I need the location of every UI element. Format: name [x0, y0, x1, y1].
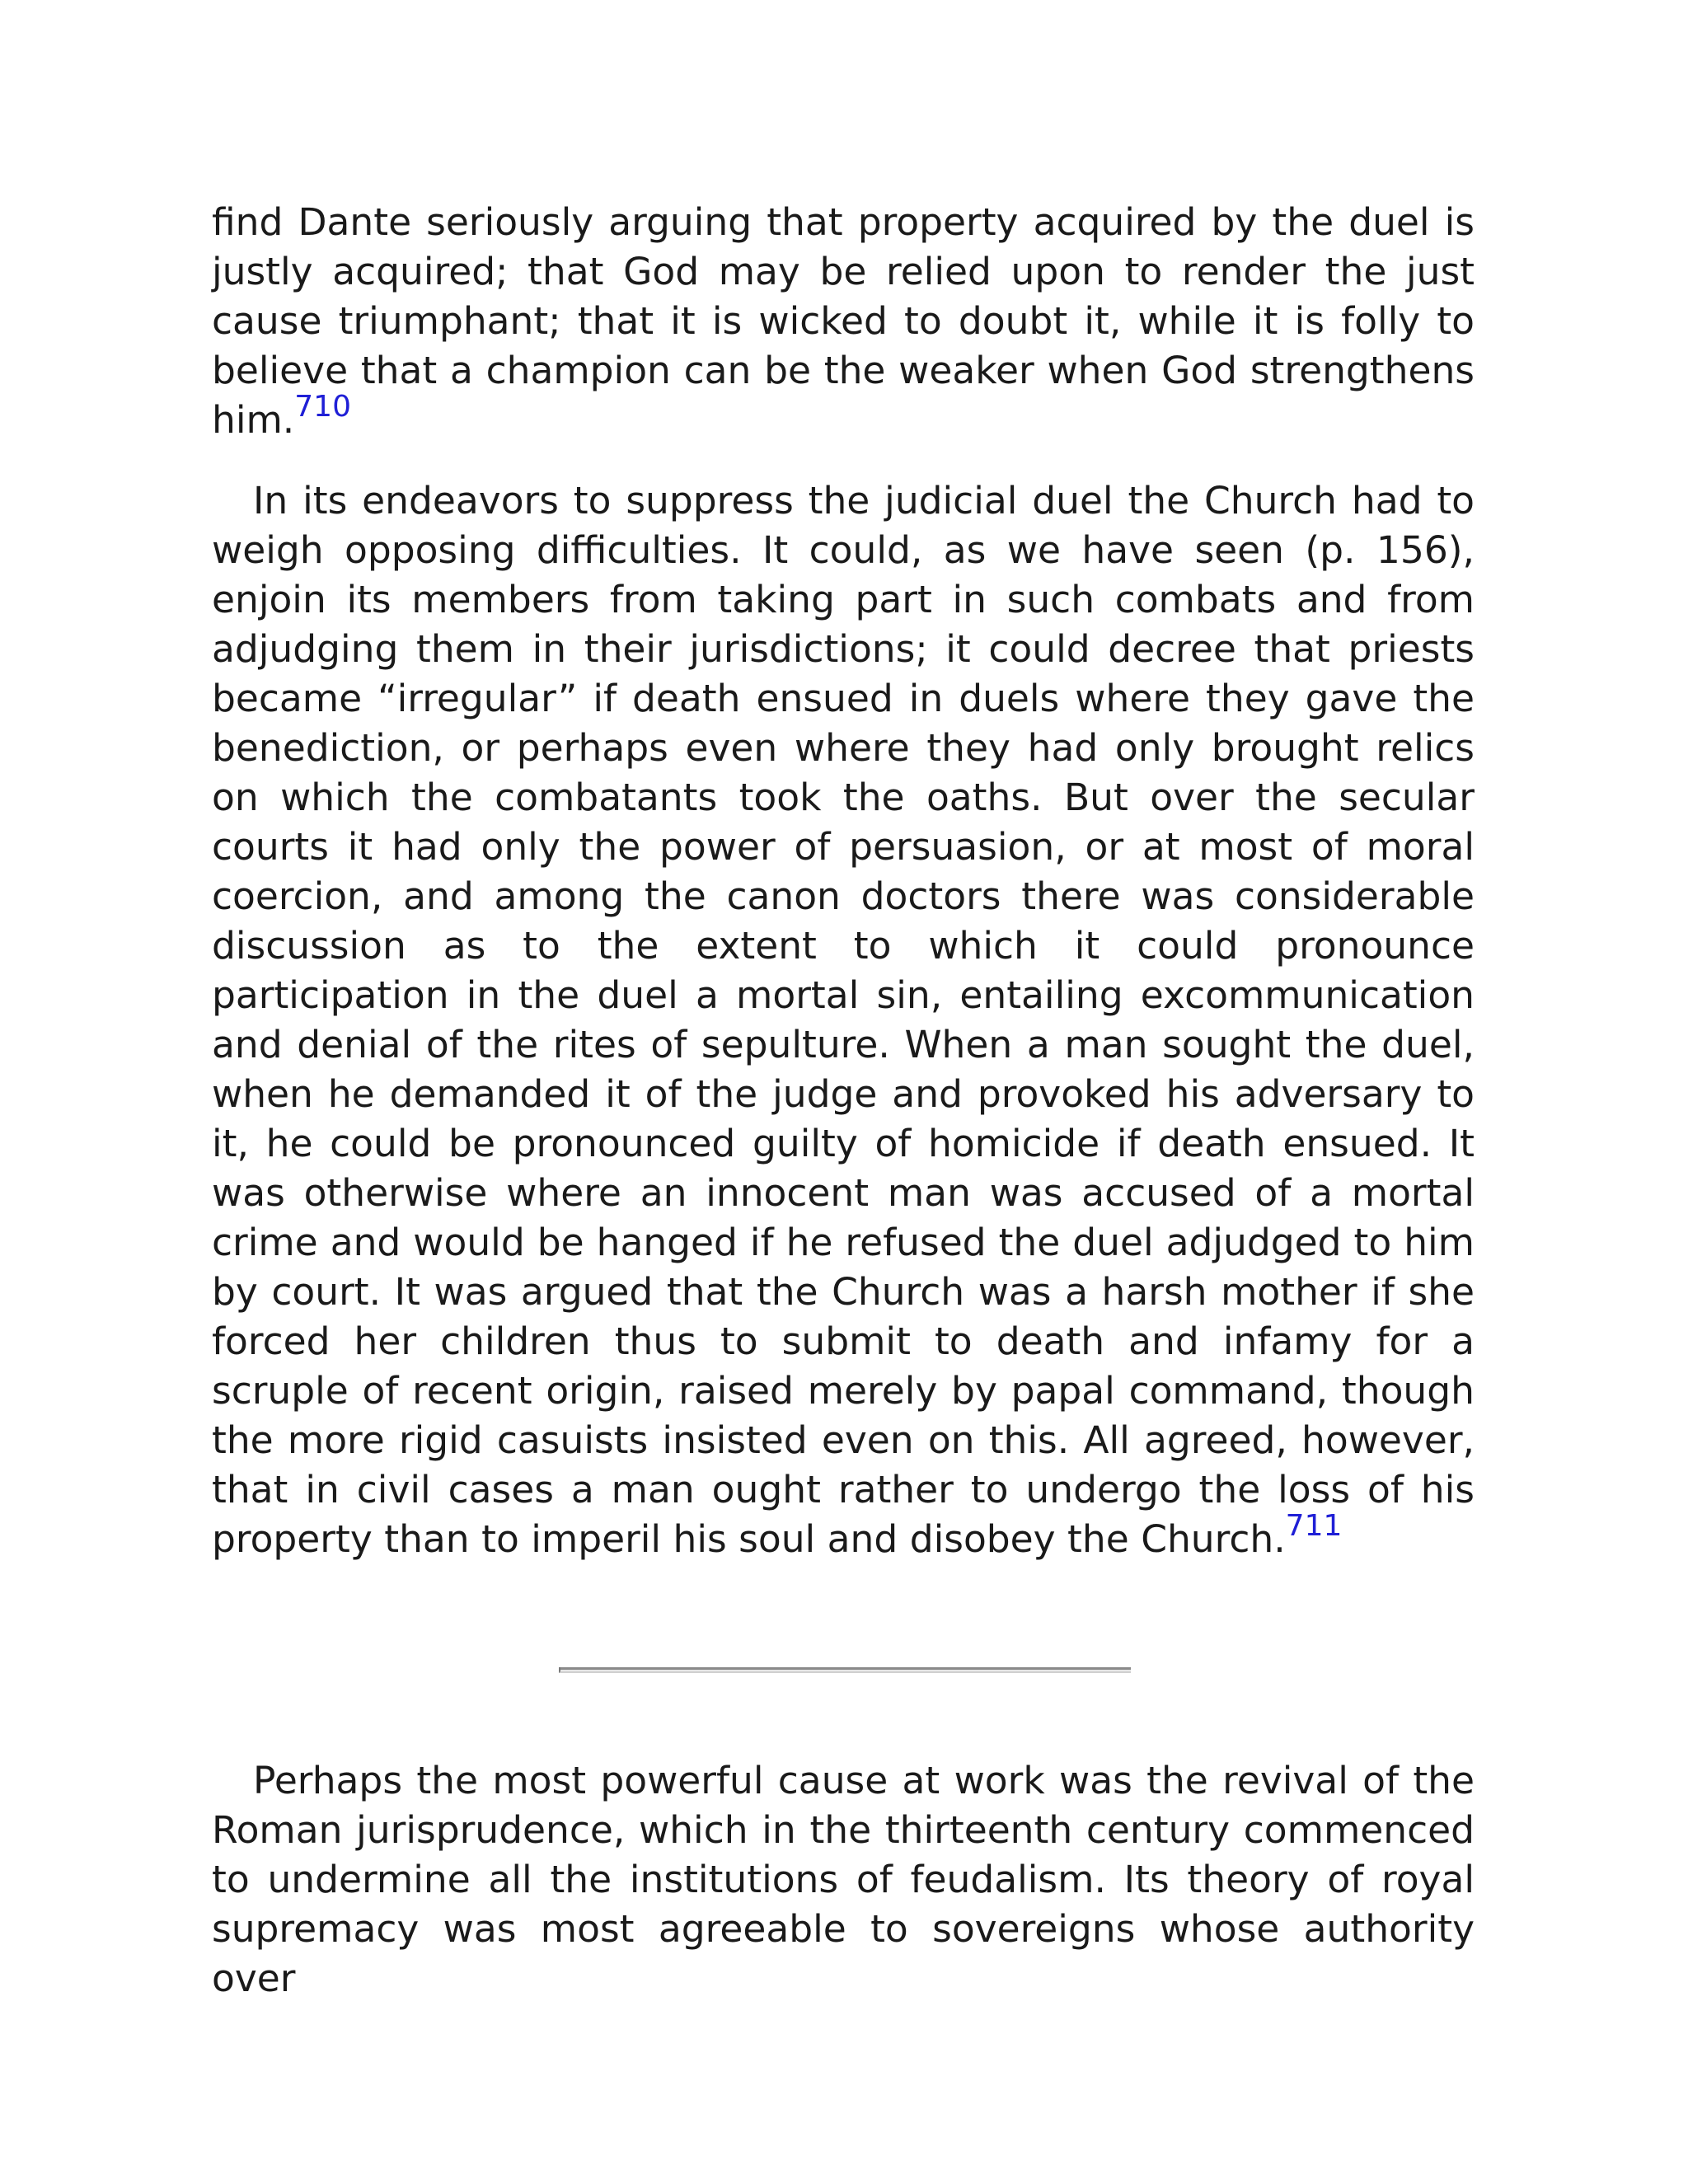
page-text-block — [212, 198, 1475, 1564]
footnote-link-710[interactable]: 710 — [294, 390, 351, 424]
paragraph-church-text: In its endeavors to suppress the judicial duel the Church had to weigh opposing difficulties. It could, as we have seen (p. 156), enjoin its members from taking part in such combats and from adjudging them in their jurisdictions; it could decree that priests became “irregular” if death ensued in duels where they gave the benediction, or perhaps even where they had only brought relics on which the combatants took the oaths. But over the secular courts it had only the power of persuasion, or at most of moral coercion, and among the canon doctors there was considerable discussion as to the extent to which it could pronounce participation in the duel a mortal sin, entailing excommunication and denial of the rites of sepulture. When a man sought the duel, when he demanded it of the judge and provoked his adversary to it, he could be pronounced guilty of homicide if death ensued. It was otherwise where an innocent man was accused of a mortal crime and would be hanged if he refused the duel adjudged to him by court. It was argued that the Church was a harsh mother if she forced her children thus to submit to death and infamy for a scruple of recent origin, raised merely by papal command, though the more rigid casuists insisted even on this. All agreed, however, that in civil cases a man ought rather to undergo the loss of his property than to imperil his soul and disobey the Church. — [212, 479, 1475, 1561]
section-divider — [559, 1667, 1131, 1675]
paragraph-dante-text: find Dante seriously arguing that property acquired by the duel is justly acquired; that God may be relied upon to render the just cause triumphant; that it is wicked to doubt it, while it is folly to believe that a champion can be the weaker when God strengthens him. — [212, 200, 1475, 442]
paragraph-church — [212, 476, 1475, 1564]
paragraph-roman-jurisprudence-text: Perhaps the most powerful cause at work was the revival of the Roman jurisprudence, which in the thirteenth century commenced to undermine all the institutions of feudalism. Its theory of royal supremacy was most agreeable to sovereigns whose authority over — [212, 1759, 1475, 2000]
paragraph-roman-jurisprudence — [212, 1756, 1475, 2004]
paragraph-dante — [212, 198, 1475, 445]
horizontal-rule — [559, 1667, 1131, 1673]
page-text-block-continued — [212, 1756, 1475, 2004]
footnote-link-711[interactable]: 711 — [1285, 1509, 1343, 1543]
